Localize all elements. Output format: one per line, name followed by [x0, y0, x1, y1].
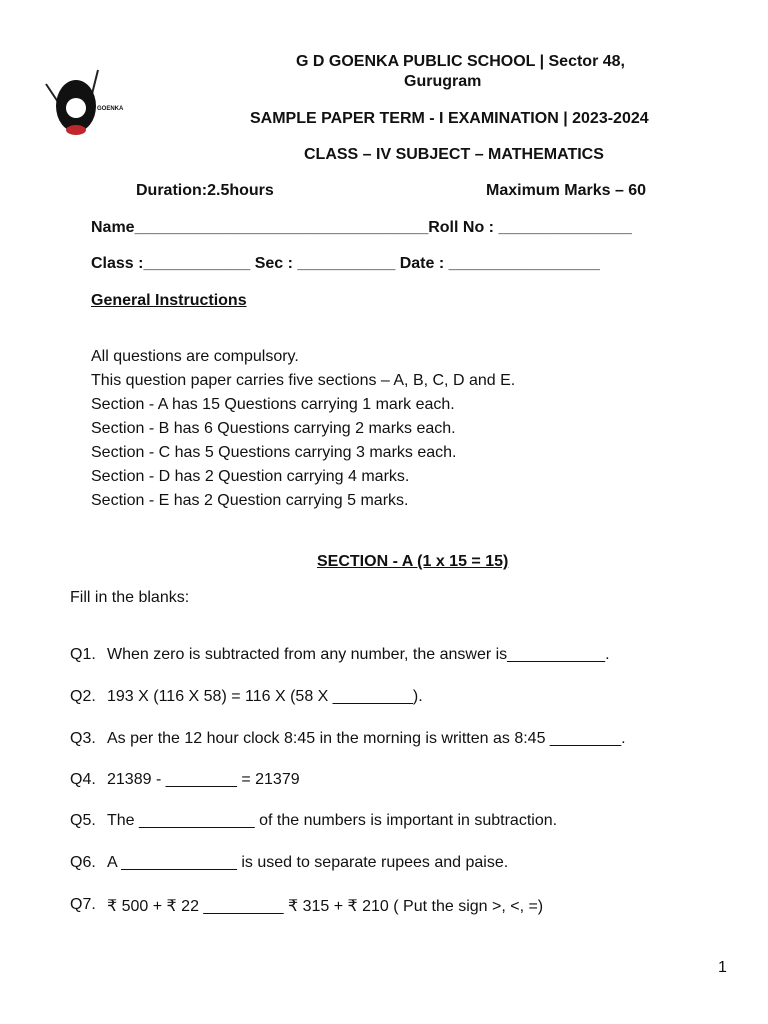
instruction-item: Section - D has 2 Question carrying 4 marks.: [91, 468, 410, 485]
question-text: 21389 - ________ = 21379: [107, 771, 300, 788]
question-text: When zero is subtracted from any number, the answer is___________.: [107, 646, 610, 663]
class-sec-date-line: Class :____________ Sec : ___________ Date : _________________: [91, 255, 600, 272]
section-a-subheading: Fill in the blanks:: [70, 589, 190, 606]
question-text: 193 X (116 X 58) = 116 X (58 X _________).: [107, 688, 423, 705]
instruction-item: All questions are compulsory.: [91, 348, 299, 365]
school-location: Gurugram: [404, 73, 482, 90]
duration: Duration:2.5hours: [136, 182, 274, 199]
section-a-heading: SECTION - A (1 x 15 = 15): [317, 553, 509, 570]
instructions-heading: General Instructions: [91, 292, 247, 309]
instruction-item: Section - A has 15 Questions carrying 1 mark each.: [91, 396, 455, 413]
maximum-marks: Maximum Marks – 60: [486, 182, 647, 199]
instruction-item: Section - B has 6 Questions carrying 2 marks each.: [91, 420, 456, 437]
school-logo: [40, 64, 140, 140]
question-number: Q4.: [70, 771, 96, 788]
class-subject: CLASS – IV SUBJECT – MATHEMATICS: [304, 146, 604, 163]
instruction-item: This question paper carries five sections – A, B, C, D and E.: [91, 372, 516, 389]
question-text: As per the 12 hour clock 8:45 in the morning is written as 8:45 ________.: [107, 730, 626, 747]
name-roll-line: Name_________________________________Roll No : _______________: [91, 219, 632, 236]
instruction-item: Section - C has 5 Questions carrying 3 marks each.: [91, 444, 457, 461]
question-number: Q5.: [70, 812, 96, 829]
question-number: Q7.: [70, 896, 96, 913]
logo-text: GOENKA: [97, 106, 124, 112]
question-number: Q6.: [70, 854, 96, 871]
question-text: ₹ 500 + ₹ 22 _________ ₹ 315 + ₹ 210 ( Put the sign >, <, =): [107, 898, 544, 915]
school-name: G D GOENKA PUBLIC SCHOOL | Sector 48,: [296, 53, 625, 70]
exam-title: SAMPLE PAPER TERM - I EXAMINATION | 2023-2024: [250, 110, 649, 127]
question-text: The _____________ of the numbers is important in subtraction.: [107, 812, 558, 829]
instruction-item: Section - E has 2 Question carrying 5 marks.: [91, 492, 409, 509]
page-number: 1: [718, 959, 727, 976]
question-number: Q1.: [70, 646, 96, 663]
question-number: Q2.: [70, 688, 96, 705]
question-number: Q3.: [70, 730, 96, 747]
goenka-logo-icon: [40, 64, 140, 140]
question-text: A _____________ is used to separate rupees and paise.: [107, 854, 509, 871]
